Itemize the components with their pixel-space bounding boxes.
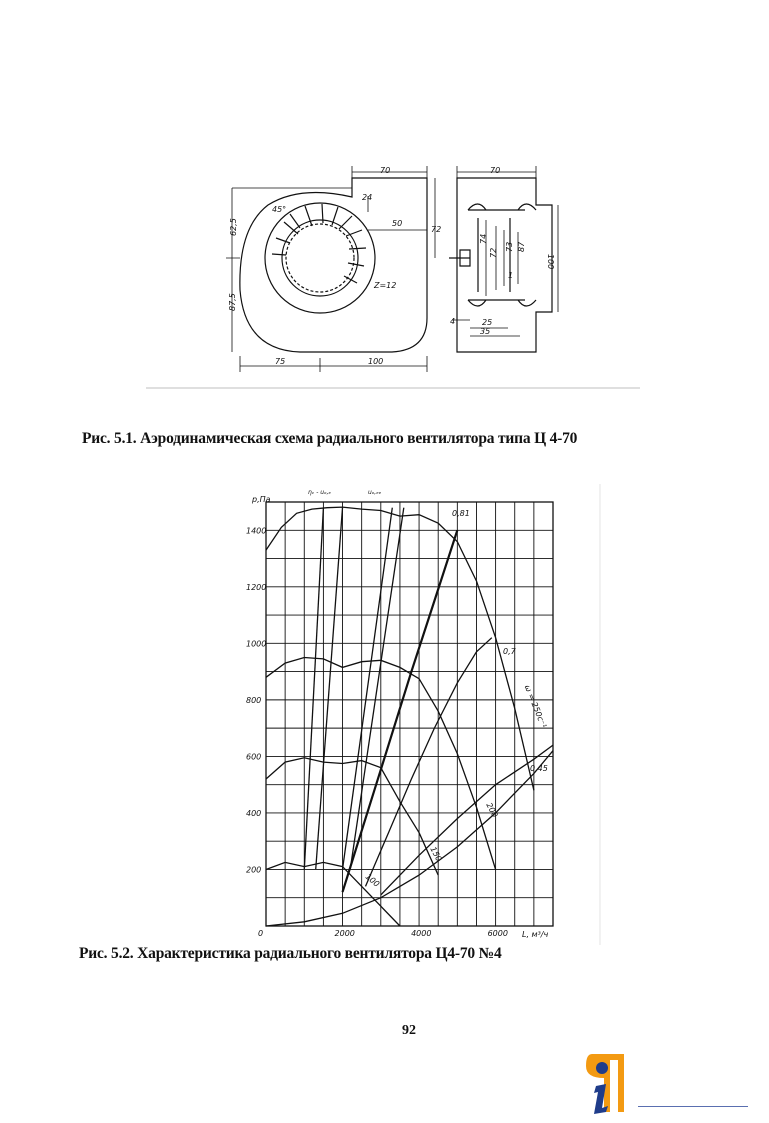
dim-75: 75 — [275, 357, 286, 366]
dim-45deg: 45° — [272, 205, 287, 214]
label-eff-081: 0,81 — [452, 509, 470, 518]
y-tick-label: 400 — [246, 808, 262, 818]
dim-72: 72 — [431, 225, 442, 234]
page-number: 92 — [402, 1023, 416, 1038]
y-tick-label: 800 — [246, 695, 262, 705]
dim-70-top: 70 — [380, 166, 391, 175]
label-omega: ω = 250с⁻¹ — [522, 683, 549, 730]
dim-62-5: 62,5 — [229, 218, 238, 236]
dim-72-side: 72 — [489, 247, 498, 258]
dim-1: 1 — [508, 271, 514, 280]
label-top-a: ηᵥ - uₒ,ₑ — [308, 489, 331, 496]
dim-100-right: 100 — [546, 254, 555, 270]
x-tick-label: 6000 — [487, 929, 508, 938]
dim-87: 87 — [517, 241, 526, 252]
x-tick-label: 0 — [258, 929, 264, 938]
plot-frame — [266, 502, 553, 926]
y-tick-label: 1400 — [246, 526, 267, 536]
x-tick-label: 2000 — [334, 929, 355, 938]
figure-caption-scheme: Рис. 5.1. Аэродинамическая схема радиального вентилятора типа Ц 4-70 — [82, 430, 578, 447]
y-tick-label: 600 — [246, 752, 262, 762]
dim-87-5: 87,5 — [228, 293, 237, 311]
y-tick-label: 1200 — [246, 582, 267, 592]
dim-4: 4 — [450, 317, 456, 326]
dim-25: 25 — [482, 318, 493, 327]
dim-100: 100 — [368, 357, 384, 366]
label-speed-100: 100 — [363, 872, 382, 889]
label-eff-045: 0,45 — [530, 764, 548, 773]
series-line-ray-1 — [304, 508, 323, 870]
x-tick-label: 4000 — [411, 929, 432, 938]
dim-73: 73 — [505, 241, 514, 252]
dim-24: 24 — [362, 193, 373, 202]
publisher-logo-icon — [578, 1048, 638, 1118]
series-line-0-45 — [381, 745, 553, 895]
dim-74: 74 — [479, 233, 488, 244]
y-tick-label: 1000 — [246, 639, 267, 649]
y-tick-label: 200 — [246, 865, 262, 875]
label-speed-200: 200 — [484, 801, 500, 819]
label-speed-150: 150 — [428, 845, 444, 863]
dim-50: 50 — [392, 219, 403, 228]
dim-35: 35 — [480, 327, 491, 336]
series-line-ray-2 — [316, 508, 343, 870]
label-eff-07: 0,7 — [503, 647, 516, 656]
figure-caption-chart: Рис. 5.2. Характеристика радиального вентилятора Ц4-70 №4 — [79, 945, 502, 962]
y-axis-label: p,Па — [252, 495, 271, 504]
x-axis-label: L, м³/ч — [522, 930, 549, 939]
series-line-100 — [266, 862, 400, 926]
logo-underline — [638, 1106, 748, 1107]
label-top-b: uₒ,ₑₑ — [368, 489, 382, 496]
dim-70-side: 70 — [490, 166, 501, 175]
blade-count: Z=12 — [374, 281, 397, 290]
